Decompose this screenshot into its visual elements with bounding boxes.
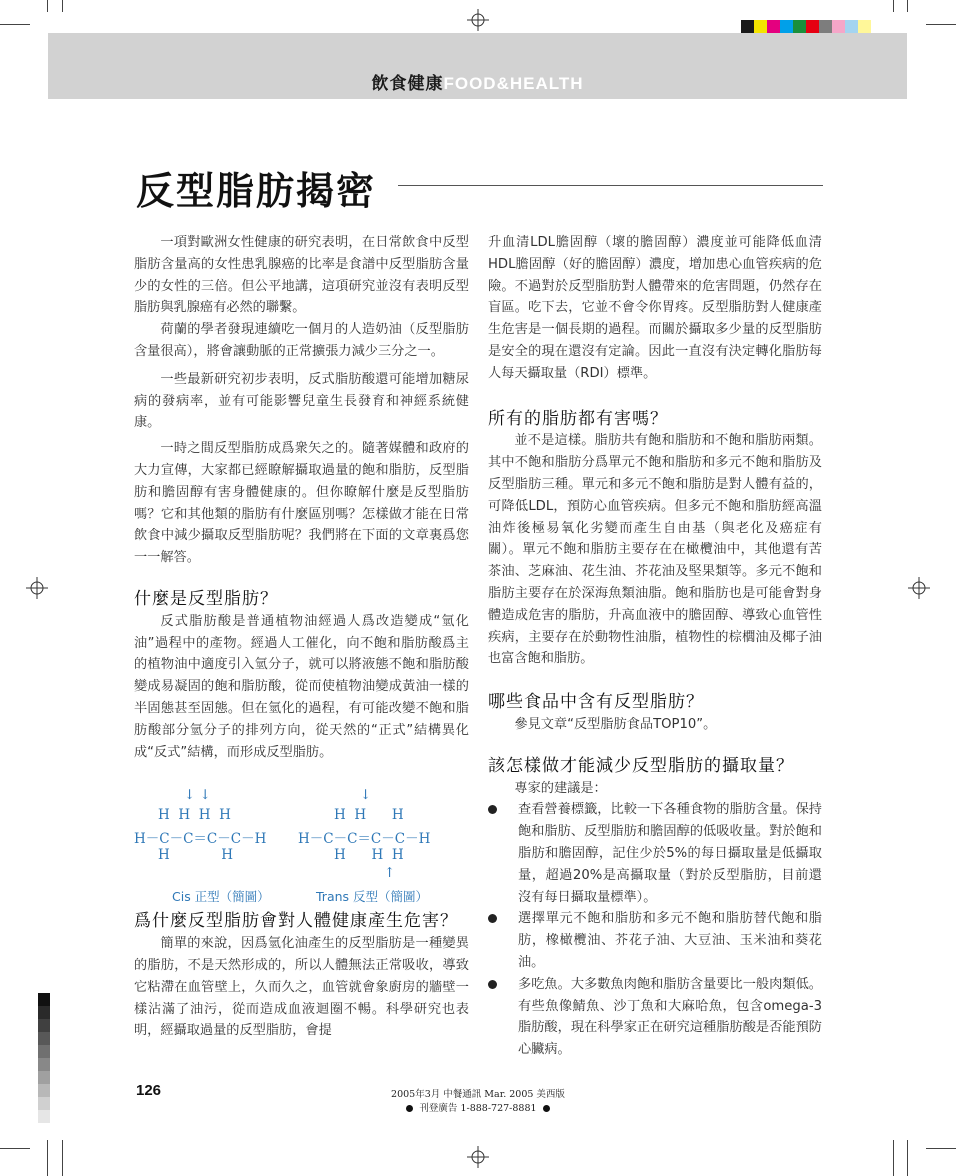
section-title-en: FOOD&HEALTH	[443, 74, 584, 93]
cis-formula-row2: H－C－C＝C－C－H	[134, 831, 267, 847]
grey-swatch	[38, 1006, 50, 1019]
crop-mark	[893, 0, 894, 12]
heading-all-fats-harmful: 所有的脂肪都有害嗎？	[488, 408, 668, 429]
how-intro: 專家的建議是：	[514, 780, 607, 796]
list-item-text: 查看營養標籤，比較一下各種食物的脂肪含量。保持飽和脂肪、反型脂肪和膽固醇的低吸收量。對於飽和脂肪和膽固醇，記住少於5%的每日攝取量是低攝取量，超過20%是高攝取量（對於反型脂肪，目前還沒有每日攝取量標準）。	[518, 802, 822, 905]
intro-paragraph: 一些最新研究初步表明，反式脂肪酸還可能增加糖尿病的發病率，並有可能影響兒童生長發育和神經系統健康。	[134, 371, 469, 431]
color-swatch	[767, 20, 780, 33]
color-swatch	[871, 20, 884, 33]
grey-swatch	[38, 1071, 50, 1084]
bullet-icon	[488, 980, 497, 989]
title-rule	[398, 185, 823, 186]
section-title-zh: 飲食健康	[371, 74, 444, 94]
trans-formula-row1: H H H	[334, 807, 404, 823]
registration-mark-right	[908, 577, 930, 599]
article-title: 反型脂肪揭密	[136, 168, 377, 213]
cis-formula-row3: H H	[158, 847, 234, 863]
color-swatch	[793, 20, 806, 33]
crop-mark	[926, 24, 956, 25]
list-item	[488, 974, 822, 1061]
color-swatch	[780, 20, 793, 33]
trans-formula-row3: H H H	[334, 847, 404, 863]
trans-formula-row2: H－C－C＝C－C－H	[298, 831, 431, 847]
grey-swatch	[38, 1084, 50, 1097]
color-swatch	[806, 20, 819, 33]
footer-ad-text: 刊登廣告 1-888-727-8881	[419, 1103, 537, 1114]
grey-swatch	[38, 993, 50, 1006]
color-swatch	[858, 20, 871, 33]
section-header-band	[48, 33, 907, 99]
trans-arrow-up: ↑	[384, 865, 396, 881]
bullet-icon	[406, 1105, 413, 1112]
section-title	[48, 69, 907, 94]
crop-mark	[907, 1140, 908, 1176]
trans-label: Trans 反型（簡圖）	[316, 889, 429, 904]
cis-arrows: ↓ ↓	[184, 787, 211, 803]
bullet-icon	[543, 1105, 550, 1112]
grey-swatch	[38, 1045, 50, 1058]
footer-issue: 2005年3月 中餐通訊 Mar. 2005 美西版	[391, 1089, 565, 1100]
crop-mark	[926, 1148, 956, 1149]
registration-mark-bottom	[467, 1146, 489, 1168]
grey-swatch	[38, 1097, 50, 1110]
what-paragraph: 反式脂肪酸是普通植物油經過人爲改造變成“氫化油”過程中的產物。經過人工催化，向不飽和脂肪酸爲主的植物油中適度引入氫分子，就可以將液態不飽和脂肪酸變成易凝固的飽和脂肪酸，從而使植物油變成黃油一樣的半固態甚至固態。但在氫化的過程，有可能改變不飽和脂肪酸部分氫分子的排列方向，從天然的“正式”結構異化成“反式”結構，而形成反型脂肪。	[134, 613, 469, 760]
right-column	[488, 232, 822, 1061]
color-swatch	[819, 20, 832, 33]
crop-mark	[893, 1140, 894, 1176]
intro-paragraph: 一時之間反型脂肪成爲衆矢之的。隨著媒體和政府的大力宣傳，大家都已經瞭解攝取過量的飽和脂肪，反型脂肪和膽固醇有害身體健康的。但你瞭解什麼是反型脂肪嗎？它和其他類的脂肪有什麼區別嗎？怎樣做才能在日常飲食中減少攝取反型脂肪呢？我們將在下面的文章裏爲您一一解答。	[134, 441, 469, 566]
crop-mark	[62, 1140, 63, 1176]
bullet-icon	[488, 914, 497, 923]
all-fats-paragraph: 並不是這樣。脂肪共有飽和脂肪和不飽和脂肪兩類。其中不飽和脂肪分爲單元不飽和脂肪和多元不飽和脂肪及反型脂肪三種。單元和多元不飽和脂肪是對人體有益的，可降低LDL，預防心血管疾病。但多元不飽和脂肪經高溫油炸後極易氧化劣變而產生自由基（與老化及癌症有關）。單元不飽和脂肪主要存在在橄欖油中，其他還有苦茶油、芝麻油、花生油、芥花油及堅果類等。多元不飽和脂肪主要存在於深海魚類油脂。飽和脂肪也是可能會對身體造成危害的脂肪，升高血液中的膽固醇、導致心血管性疾病，主要存在於動物性油脂，植物性的棕櫚油及椰子油也富含飽和脂肪。	[488, 433, 822, 667]
heading-how-reduce: 該怎樣做才能減少反型脂肪的攝取量？	[488, 755, 794, 776]
intro-paragraph: 荷蘭的學者發現連續吃一個月的人造奶油（反型脂肪含量很高），將會讓動脈的正常擴張力減少三分之一。	[134, 322, 469, 359]
color-swatch	[832, 20, 845, 33]
color-calibration-bar	[741, 20, 884, 33]
foods-paragraph: 參見文章“反型脂肪食品TOP10”。	[514, 716, 717, 732]
cis-formula-row1: H H H H	[158, 807, 231, 823]
color-swatch	[845, 20, 858, 33]
registration-mark-top	[467, 9, 489, 31]
crop-mark	[47, 1140, 48, 1176]
list-item-text: 選擇單元不飽和脂肪和多元不飽和脂肪替代飽和脂肪，橡橄欖油、芥花子油、大豆油、玉米油和葵花油。	[518, 911, 822, 970]
left-column	[134, 232, 469, 1042]
list-item-text: 多吃魚。大多數魚肉飽和脂肪含量要比一般肉類低。有些魚像鯖魚、沙丁魚和大麻哈魚，包含omega-3脂肪酸，現在科學家正在研究這種脂肪酸是否能預防心臟病。	[518, 976, 822, 1058]
grey-swatch	[38, 1110, 50, 1123]
continued-paragraph: 升血清LDL膽固醇（壞的膽固醇）濃度並可能降低血清HDL膽固醇（好的膽固醇）濃度，增加患心血管疾病的危險。不過對於反型脂肪對人體帶來的危害問題，仍然存在盲區。吃下去，它並不會令你胃疼。反型脂肪對人健康產生危害是一個長期的過程。而關於攝取多少量的反型脂肪是安全的現在還沒有定論。因此一直沒有決定轉化脂肪每人每天攝取量（RDI）標準。	[488, 235, 822, 381]
footer-ad-line	[378, 1102, 578, 1116]
trans-arrow: ↓	[360, 787, 372, 803]
cis-trans-diagram	[134, 787, 454, 907]
heading-why-harmful: 爲什麼反型脂肪會對人體健康產生危害？	[134, 911, 458, 932]
grey-swatch	[38, 1032, 50, 1045]
crop-mark	[907, 0, 908, 12]
heading-what-is-trans-fat: 什麼是反型脂肪？	[134, 588, 278, 609]
grey-swatch	[38, 1058, 50, 1071]
list-item	[488, 799, 822, 908]
color-swatch	[741, 20, 754, 33]
crop-mark	[62, 0, 63, 12]
greyscale-calibration-bar	[38, 993, 50, 1123]
crop-mark	[47, 0, 48, 12]
advice-list	[488, 799, 822, 1061]
list-item	[488, 908, 822, 973]
page-number: 126	[136, 1082, 162, 1099]
heading-which-foods: 哪些食品中含有反型脂肪？	[488, 692, 704, 713]
bullet-icon	[488, 805, 497, 814]
intro-paragraph: 一項對歐洲女性健康的研究表明，在日常飲食中反型脂肪含量高的女性患乳腺癌的比率是食譜中反型脂肪含量少的女性的三倍。但公平地講，這項研究並沒有表明反型脂肪與乳腺癌有必然的聯繫。	[134, 235, 469, 316]
cis-label: Cis 正型（簡圖）	[172, 889, 270, 904]
why-paragraph: 簡單的來說，因爲氫化油產生的反型脂肪是一種變異的脂肪，不是天然形成的，所以人體無法正常吸收，導致它粘滯在血管壁上，久而久之，血管就會象廚房的牆壁一樣沾滿了油污，從而造成血液迴圈不暢。科學研究也表明，經攝取過量的反型脂肪，會提	[134, 936, 469, 1039]
color-swatch	[754, 20, 767, 33]
grey-swatch	[38, 1019, 50, 1032]
crop-mark	[0, 24, 30, 25]
registration-mark-left	[26, 577, 48, 599]
footer-info	[378, 1088, 578, 1116]
crop-mark	[0, 1148, 30, 1149]
